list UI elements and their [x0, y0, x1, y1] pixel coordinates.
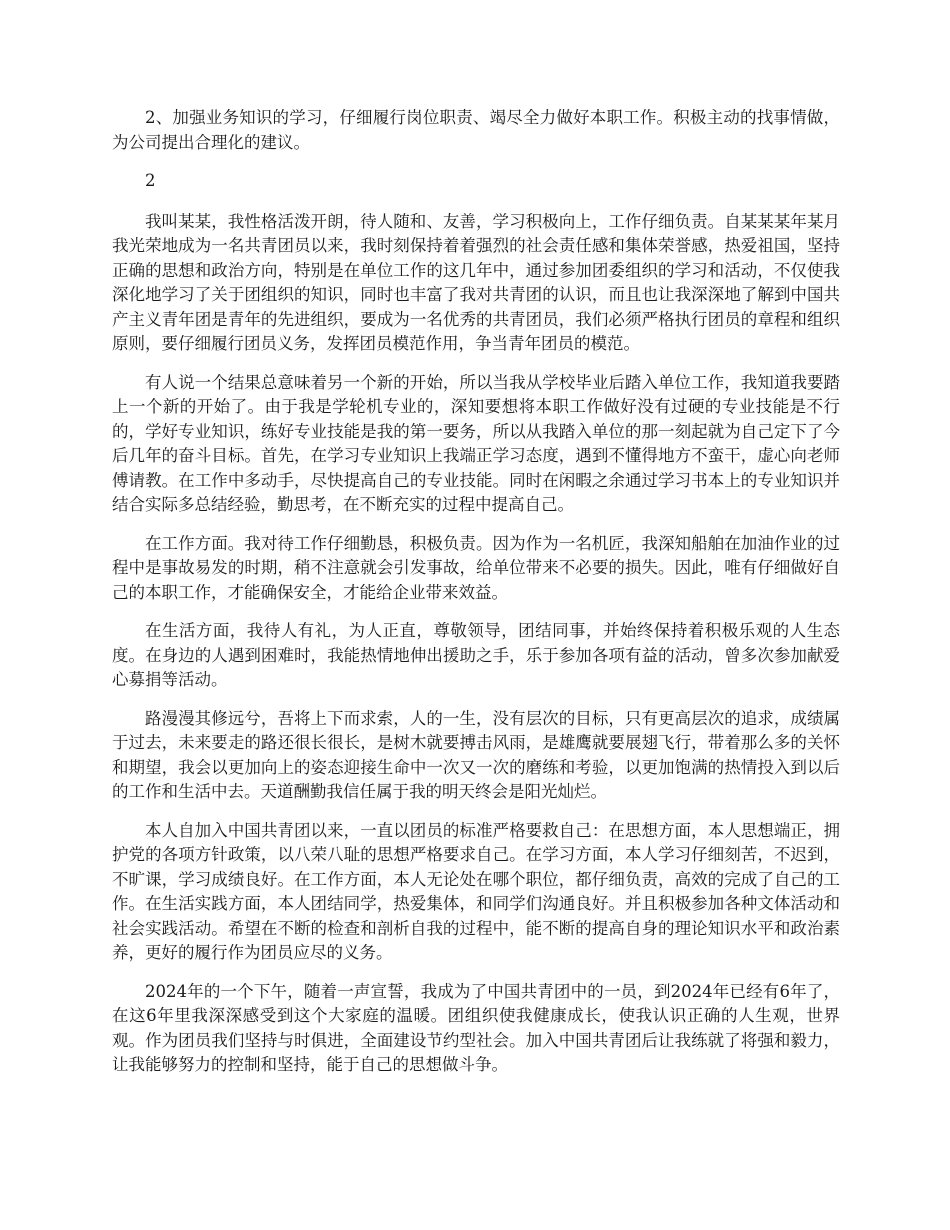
paragraph-2: 我叫某某，我性格活泼开朗，待人随和、友善，学习积极向上，工作仔细负责。自某某某年某月我光荣地成为一名共青团员以来，我时刻保持着着强烈的社会责任感和集体荣誉感，热爱祖国，坚持正确的思想和政治方向，特别是在单位工作的这几年中，通过参加团委组织的学习和活动，不仅使我深化地学习了关于团组织的知识，同时也丰富了我对共青团的认识，而且也让我深深地了解到中国共产主义青年团是青年的先进组织，要成为一名优秀的共青团员，我们必须严格执行团员的章程和组织原则，要仔细履行团员义务，发挥团员模范作用，争当青年团员的模范。	[112, 211, 840, 353]
section-number: 2	[145, 171, 156, 190]
paragraph-7: 本人自加入中国共青团以来，一直以团员的标准严格要救自己：在思想方面，本人思想端正，拥护党的各项方针政策，以八荣八耻的思想严格要求自己。在学习方面，本人学习仔细刻苦，不迟到，不旷课，学习成绩良好。在工作方面，本人无论处在哪个职位，都仔细负责，高效的完成了自己的工作。在生活实践方面，本人团结同学，热爱集体，和同学们沟通良好。并且积极参加各种文体活动和社会实践活动。希望在不断的检查和剖析自我的过程中，能不断的提高自身的理论知识水平和政治素养，更好的履行作为团员应尽的义务。	[112, 820, 840, 962]
paragraph-1: 2、加强业务知识的学习，仔细履行岗位职责、竭尽全力做好本职工作。积极主动的找事情做，为公司提出合理化的建议。	[112, 108, 840, 152]
paragraph-5: 在生活方面，我待人有礼，为人正直，尊敬领导，团结同事，并始终保持着积极乐观的人生态度。在身边的人遇到困难时，我能热情地伸出援助之手，乐于参加各项有益的活动，曾多次参加献爱心募捐等活动。	[112, 621, 840, 689]
paragraph-3: 有人说一个结果总意味着另一个新的开始，所以当我从学校毕业后踏入单位工作，我知道我要踏上一个新的开始了。由于我是学轮机专业的，深知要想将本职工作做好没有过硬的专业技能是不行的，学好专业知识，练好专业技能是我的第一要务，所以从我踏入单位的那一刻起就为自己定下了今后几年的奋斗目标。首先，在学习专业知识上我端正学习态度，遇到不懂得地方不蛮干，虚心向老师傅请教。在工作中多动手，尽快提高自己的专业技能。同时在闲暇之余通过学习书本上的专业知识并结合实际多总结经验，勤思考，在不断充实的过程中提高自己。	[112, 372, 840, 514]
document-page	[112, 106, 840, 1092]
paragraph-8: 2024年的一个下午，随着一声宣誓，我成为了中国共青团中的一员，到2024年已经有6年了，在这6年里我深深感受到这个大家庭的温暖。团组织使我健康成长，使我认识正确的人生观，世界观。作为团员我们坚持与时俱进，全面建设节约型社会。加入中国共青团后让我练就了将强和毅力，让我能够努力的控制和坚持，能于自己的思想做斗争。	[112, 981, 840, 1074]
paragraph-6: 路漫漫其修远兮，吾将上下而求索，人的一生，没有层次的目标，只有更高层次的追求，成绩属于过去，未来要走的路还很长很长，是树木就要搏击风雨，是雄鹰就要展翅飞行，带着那么多的关怀和期望，我会以更加向上的姿态迎接生命中一次又一次的磨练和考验，以更加饱满的热情投入到以后的工作和生活中去。天道酬勤我信任属于我的明天终会是阳光灿烂。	[112, 708, 840, 801]
paragraph-4: 在工作方面。我对待工作仔细勤恳，积极负责。因为作为一名机匠，我深知船舶在加油作业的过程中是事故易发的时期，稍不注意就会引发事故，给单位带来不必要的损失。因此，唯有仔细做好自己的本职工作，才能确保安全，才能给企业带来效益。	[112, 533, 840, 602]
